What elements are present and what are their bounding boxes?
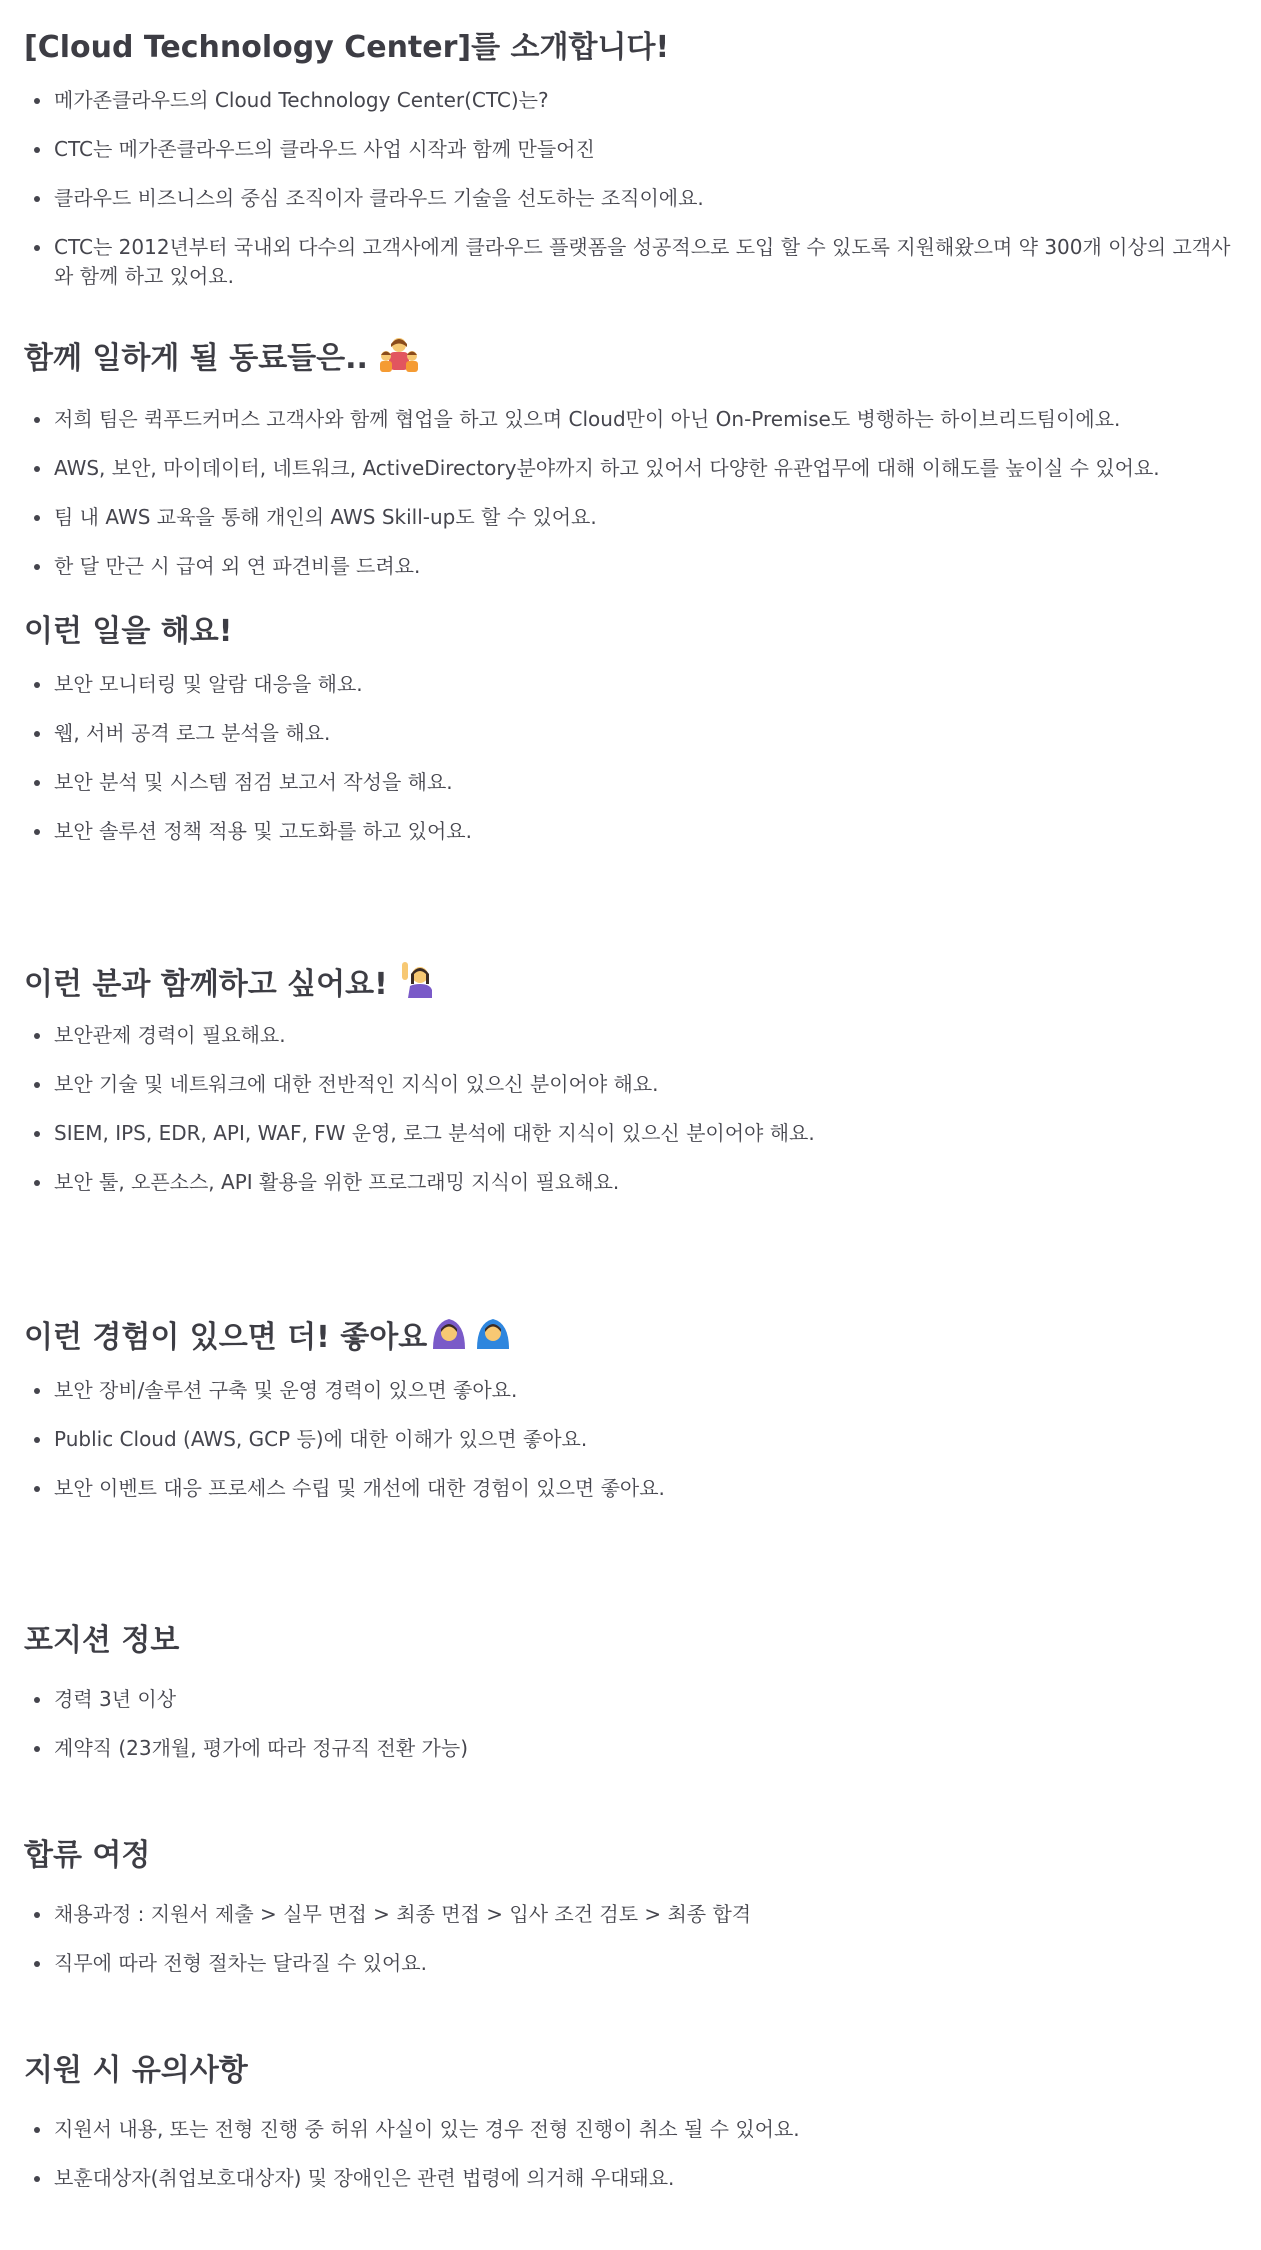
section-colleagues (24, 339, 1237, 601)
bullet-list (24, 1376, 1237, 1503)
list-item: 보안 솔루션 정책 적용 및 고도화를 하고 있어요. (24, 817, 1237, 846)
list-item: 보안 분석 및 시스템 점검 보고서 작성을 해요. (24, 768, 1237, 797)
list-item: 보훈대상자(취업보호대상자) 및 장애인은 관련 법령에 의거해 우대돼요. (24, 2164, 1237, 2193)
list-item: AWS, 보안, 마이데이터, 네트워크, ActiveDirectory분야까지 하고 있어서 다양한 유관업무에 대해 이해도를 높이실 수 있어요. (24, 454, 1237, 483)
list-item: 한 달 만근 시 급여 외 연 파견비를 드려요. (24, 552, 1237, 581)
section-title: 이런 분과 함께하고 싶어요! (24, 965, 1237, 1005)
list-item: 팀 내 AWS 교육을 통해 개인의 AWS Skill-up도 할 수 있어요. (24, 503, 1237, 532)
list-item: SIEM, IPS, EDR, API, WAF, FW 운영, 로그 분석에 대한 지식이 있으신 분이어야 해요. (24, 1119, 1237, 1148)
list-item: Public Cloud (AWS, GCP 등)에 대한 이해가 있으면 좋아요. (24, 1425, 1237, 1454)
list-item: 채용과정 : 지원서 제출 > 실무 면접 > 최종 면접 > 입사 조건 검토 > 최종 합격 (24, 1900, 1237, 1929)
section-requirements (24, 965, 1237, 1217)
section-title: 함께 일하게 될 동료들은.. (24, 339, 1237, 379)
ok-gesture-icon (429, 1313, 515, 1364)
list-item: 보안 모니터링 및 알람 대응을 해요. (24, 670, 1237, 699)
list-item: 보안 툴, 오픈소스, API 활용을 위한 프로그래밍 지식이 필요해요. (24, 1168, 1237, 1197)
family-icon (376, 334, 422, 385)
section-intro (24, 28, 1237, 313)
section-hiring-process (24, 1836, 1237, 1998)
list-item: 클라우드 비즈니스의 중심 조직이자 클라우드 기술을 선도하는 조직이에요. (24, 184, 1237, 213)
list-item: 계약직 (23개월, 평가에 따라 정규직 전환 가능) (24, 1734, 1237, 1763)
section-position-info (24, 1621, 1237, 1783)
list-item: CTC는 2012년부터 국내외 다수의 고객사에게 클라우드 플랫폼을 성공적으로 도입 할 수 있도록 지원해왔으며 약 300개 이상의 고객사와 함께 하고 있어요. (24, 233, 1237, 291)
bullet-list (24, 405, 1237, 581)
list-item: 메가존클라우드의 Cloud Technology Center(CTC)는? (24, 86, 1237, 115)
list-item: 경력 3년 이상 (24, 1685, 1237, 1714)
section-preferred (24, 1318, 1237, 1523)
list-item: 직무에 따라 전형 절차는 달라질 수 있어요. (24, 1949, 1237, 1978)
list-item: 저희 팀은 퀵푸드커머스 고객사와 함께 협업을 하고 있으며 Cloud만이 아닌 On-Premise도 병행하는 하이브리드팀이에요. (24, 405, 1237, 434)
list-item: 지원서 내용, 또는 전형 진행 중 허위 사실이 있는 경우 전형 진행이 취소 될 수 있어요. (24, 2115, 1237, 2144)
bullet-list (24, 2115, 1237, 2193)
list-item: CTC는 메가존클라우드의 클라우드 사업 시작과 함께 만들어진 (24, 135, 1237, 164)
raising-hand-icon (396, 960, 440, 1011)
list-item: 보안 기술 및 네트워크에 대한 전반적인 지식이 있으신 분이어야 해요. (24, 1070, 1237, 1099)
bullet-list (24, 86, 1237, 291)
list-item: 보안 장비/솔루션 구축 및 운영 경력이 있으면 좋아요. (24, 1376, 1237, 1405)
bullet-list (24, 1021, 1237, 1197)
bullet-list (24, 1685, 1237, 1763)
bullet-list (24, 670, 1237, 846)
section-title: 이런 경험이 있으면 더! 좋아요 (24, 1318, 1237, 1358)
section-duties (24, 612, 1237, 866)
list-item: 보안관제 경력이 필요해요. (24, 1021, 1237, 1050)
section-title: [Cloud Technology Center]를 소개합니다! (24, 30, 670, 65)
list-item: 웹, 서버 공격 로그 분석을 해요. (24, 719, 1237, 748)
bullet-list (24, 1900, 1237, 1978)
section-title: 합류 여정 (24, 1838, 151, 1873)
section-title: 이런 일을 해요! (24, 614, 233, 649)
section-title: 지원 시 유의사항 (24, 2053, 248, 2088)
list-item: 보안 이벤트 대응 프로세스 수립 및 개선에 대한 경험이 있으면 좋아요. (24, 1474, 1237, 1503)
section-notice (24, 2051, 1237, 2213)
section-title: 포지션 정보 (24, 1623, 180, 1658)
